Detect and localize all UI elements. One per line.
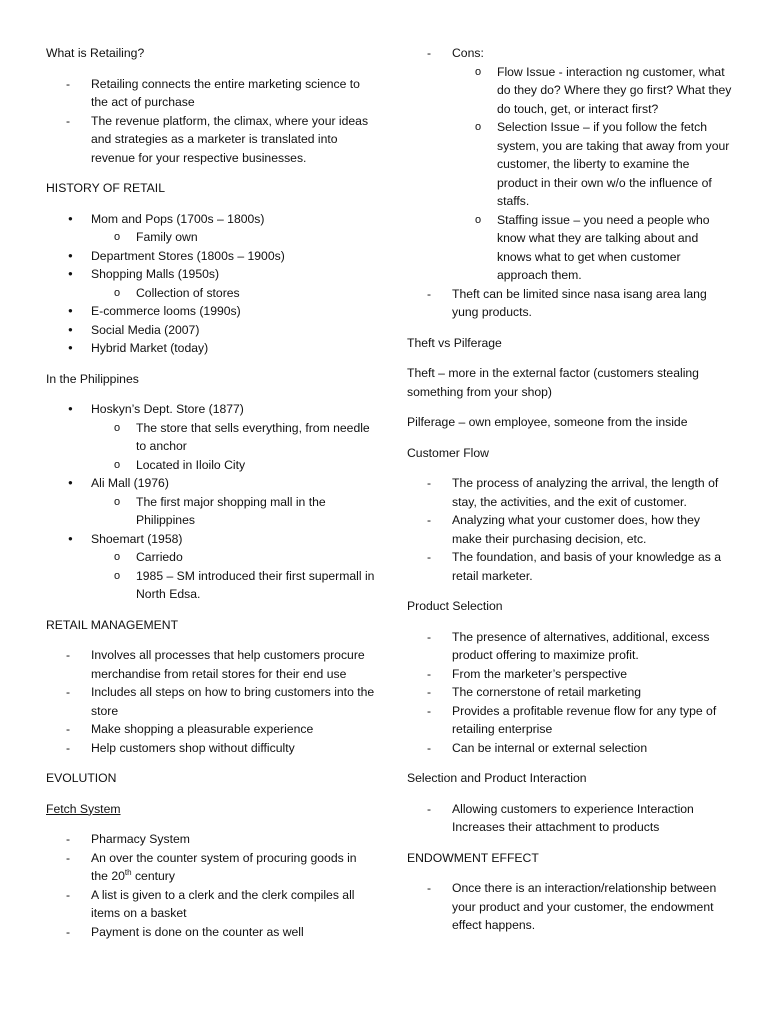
superscript: th — [124, 867, 132, 877]
list-item: - Theft can be limited since nasa isang area lang yung products. — [407, 285, 732, 322]
sub-list-item: o Located in Iloilo City — [46, 456, 376, 475]
theft-definition: Theft – more in the external factor (customers stealing something from your shop) — [407, 366, 699, 399]
list-item: ● Department Stores (1800s – 1900s) — [46, 247, 376, 266]
list-item: ● Shopping Malls (1950s) — [46, 265, 376, 284]
list-item: - The presence of alternatives, additional, excess product offering to maximize profit. — [407, 628, 732, 665]
sub-list-item: o Selection Issue – if you follow the fetch system, you are taking that away from your customer, the liberty to examine the product in their own w/o the influence of staffs. — [407, 118, 732, 211]
list-item: - From the marketer’s perspective — [407, 665, 732, 684]
heading-in-the-philippines: In the Philippines — [46, 371, 139, 386]
list-item: - Allowing customers to experience Interaction Increases their attachment to products — [407, 800, 732, 837]
customer-flow-list — [407, 474, 732, 585]
heading-retail-management: RETAIL MANAGEMENT — [46, 617, 179, 632]
retail-management-list — [46, 646, 376, 757]
list-item — [46, 849, 376, 886]
pilferage-definition: Pilferage – own employee, someone from the inside — [407, 415, 688, 429]
philippines-list — [46, 400, 376, 604]
list-item-text: century — [131, 869, 175, 883]
list-item: - A list is given to a clerk and the clerk compiles all items on a basket — [46, 886, 376, 923]
history-list — [46, 210, 376, 358]
list-item: ● Hybrid Market (today) — [46, 339, 376, 358]
heading-what-is-retailing: What is Retailing? — [46, 46, 145, 60]
list-item: ● Ali Mall (1976) — [46, 474, 376, 493]
heading-product-selection: Product Selection — [407, 599, 503, 613]
sub-list-item: o Collection of stores — [46, 284, 376, 303]
list-item: - Pharmacy System — [46, 830, 376, 849]
list-item: - Involves all processes that help customers procure merchandise from retail stores for their end use — [46, 646, 376, 683]
list-item: - Retailing connects the entire marketing science to the act of purchase — [46, 75, 376, 112]
heading-history-of-retail: HISTORY OF RETAIL — [46, 181, 165, 195]
list-item: - The process of analyzing the arrival, the length of stay, the activities, and the exit of customer. — [407, 474, 732, 511]
heading-endowment-effect: ENDOWMENT EFFECT — [407, 850, 539, 865]
sub-list-item: o The first major shopping mall in the Philippines — [46, 493, 376, 530]
list-item: ● Social Media (2007) — [46, 321, 376, 340]
product-selection-list — [407, 628, 732, 758]
list-item: - The revenue platform, the climax, where your ideas and strategies as a marketer is translated into revenue for your respective businesses. — [46, 112, 376, 168]
list-item: ● Mom and Pops (1700s – 1800s) — [46, 210, 376, 229]
left-column — [46, 44, 376, 953]
sub-list-item: o 1985 – SM introduced their first supermall in North Edsa. — [46, 567, 376, 604]
list-item-text: An over the counter system of procuring goods in the 20 — [91, 850, 357, 883]
list-item: - Includes all steps on how to bring customers into the store — [46, 683, 376, 720]
heading-fetch-system: Fetch System — [46, 801, 121, 816]
sub-list-item: o The store that sells everything, from needle to anchor — [46, 419, 376, 456]
sub-list-item: o Flow Issue - interaction ng customer, what do they do? Where they go first? What they do touch, get, or interact first? — [407, 63, 732, 119]
endowment-list — [407, 879, 732, 935]
heading-evolution: EVOLUTION — [46, 771, 117, 785]
list-item: - Provides a profitable revenue flow for any type of retailing enterprise — [407, 702, 732, 739]
list-item: ● Hoskyn’s Dept. Store (1877) — [46, 400, 376, 419]
list-item: ● E-commerce looms (1990s) — [46, 302, 376, 321]
list-item: - Help customers shop without difficulty — [46, 739, 376, 758]
right-column — [407, 44, 732, 947]
cons-label: - Cons: — [407, 44, 732, 63]
list-item: - Can be internal or external selection — [407, 739, 732, 758]
list-item: - Make shopping a pleasurable experience — [46, 720, 376, 739]
fetch-system-list — [46, 830, 376, 941]
sub-list-item: o Family own — [46, 228, 376, 247]
list-item: - Once there is an interaction/relationship between your product and your customer, the endowment effect happens. — [407, 879, 732, 935]
sub-list-item: o Carriedo — [46, 548, 376, 567]
heading-selection-and-product-interaction: Selection and Product Interaction — [407, 771, 587, 785]
interaction-list — [407, 800, 732, 837]
list-item: - Payment is done on the counter as well — [46, 923, 376, 942]
cons-list — [407, 44, 732, 322]
heading-theft-vs-pilferage: Theft vs Pilferage — [407, 335, 502, 350]
heading-customer-flow: Customer Flow — [407, 445, 489, 460]
sub-list-item: o Staffing issue – you need a people who know what they are talking about and knows what to get when customer approach them. — [407, 211, 732, 285]
list-item: - The foundation, and basis of your knowledge as a retail marketer. — [407, 548, 732, 585]
list-item: - Analyzing what your customer does, how they make their purchasing decision, etc. — [407, 511, 732, 548]
retailing-list — [46, 75, 376, 168]
list-item: ● Shoemart (1958) — [46, 530, 376, 549]
list-item: - The cornerstone of retail marketing — [407, 683, 732, 702]
